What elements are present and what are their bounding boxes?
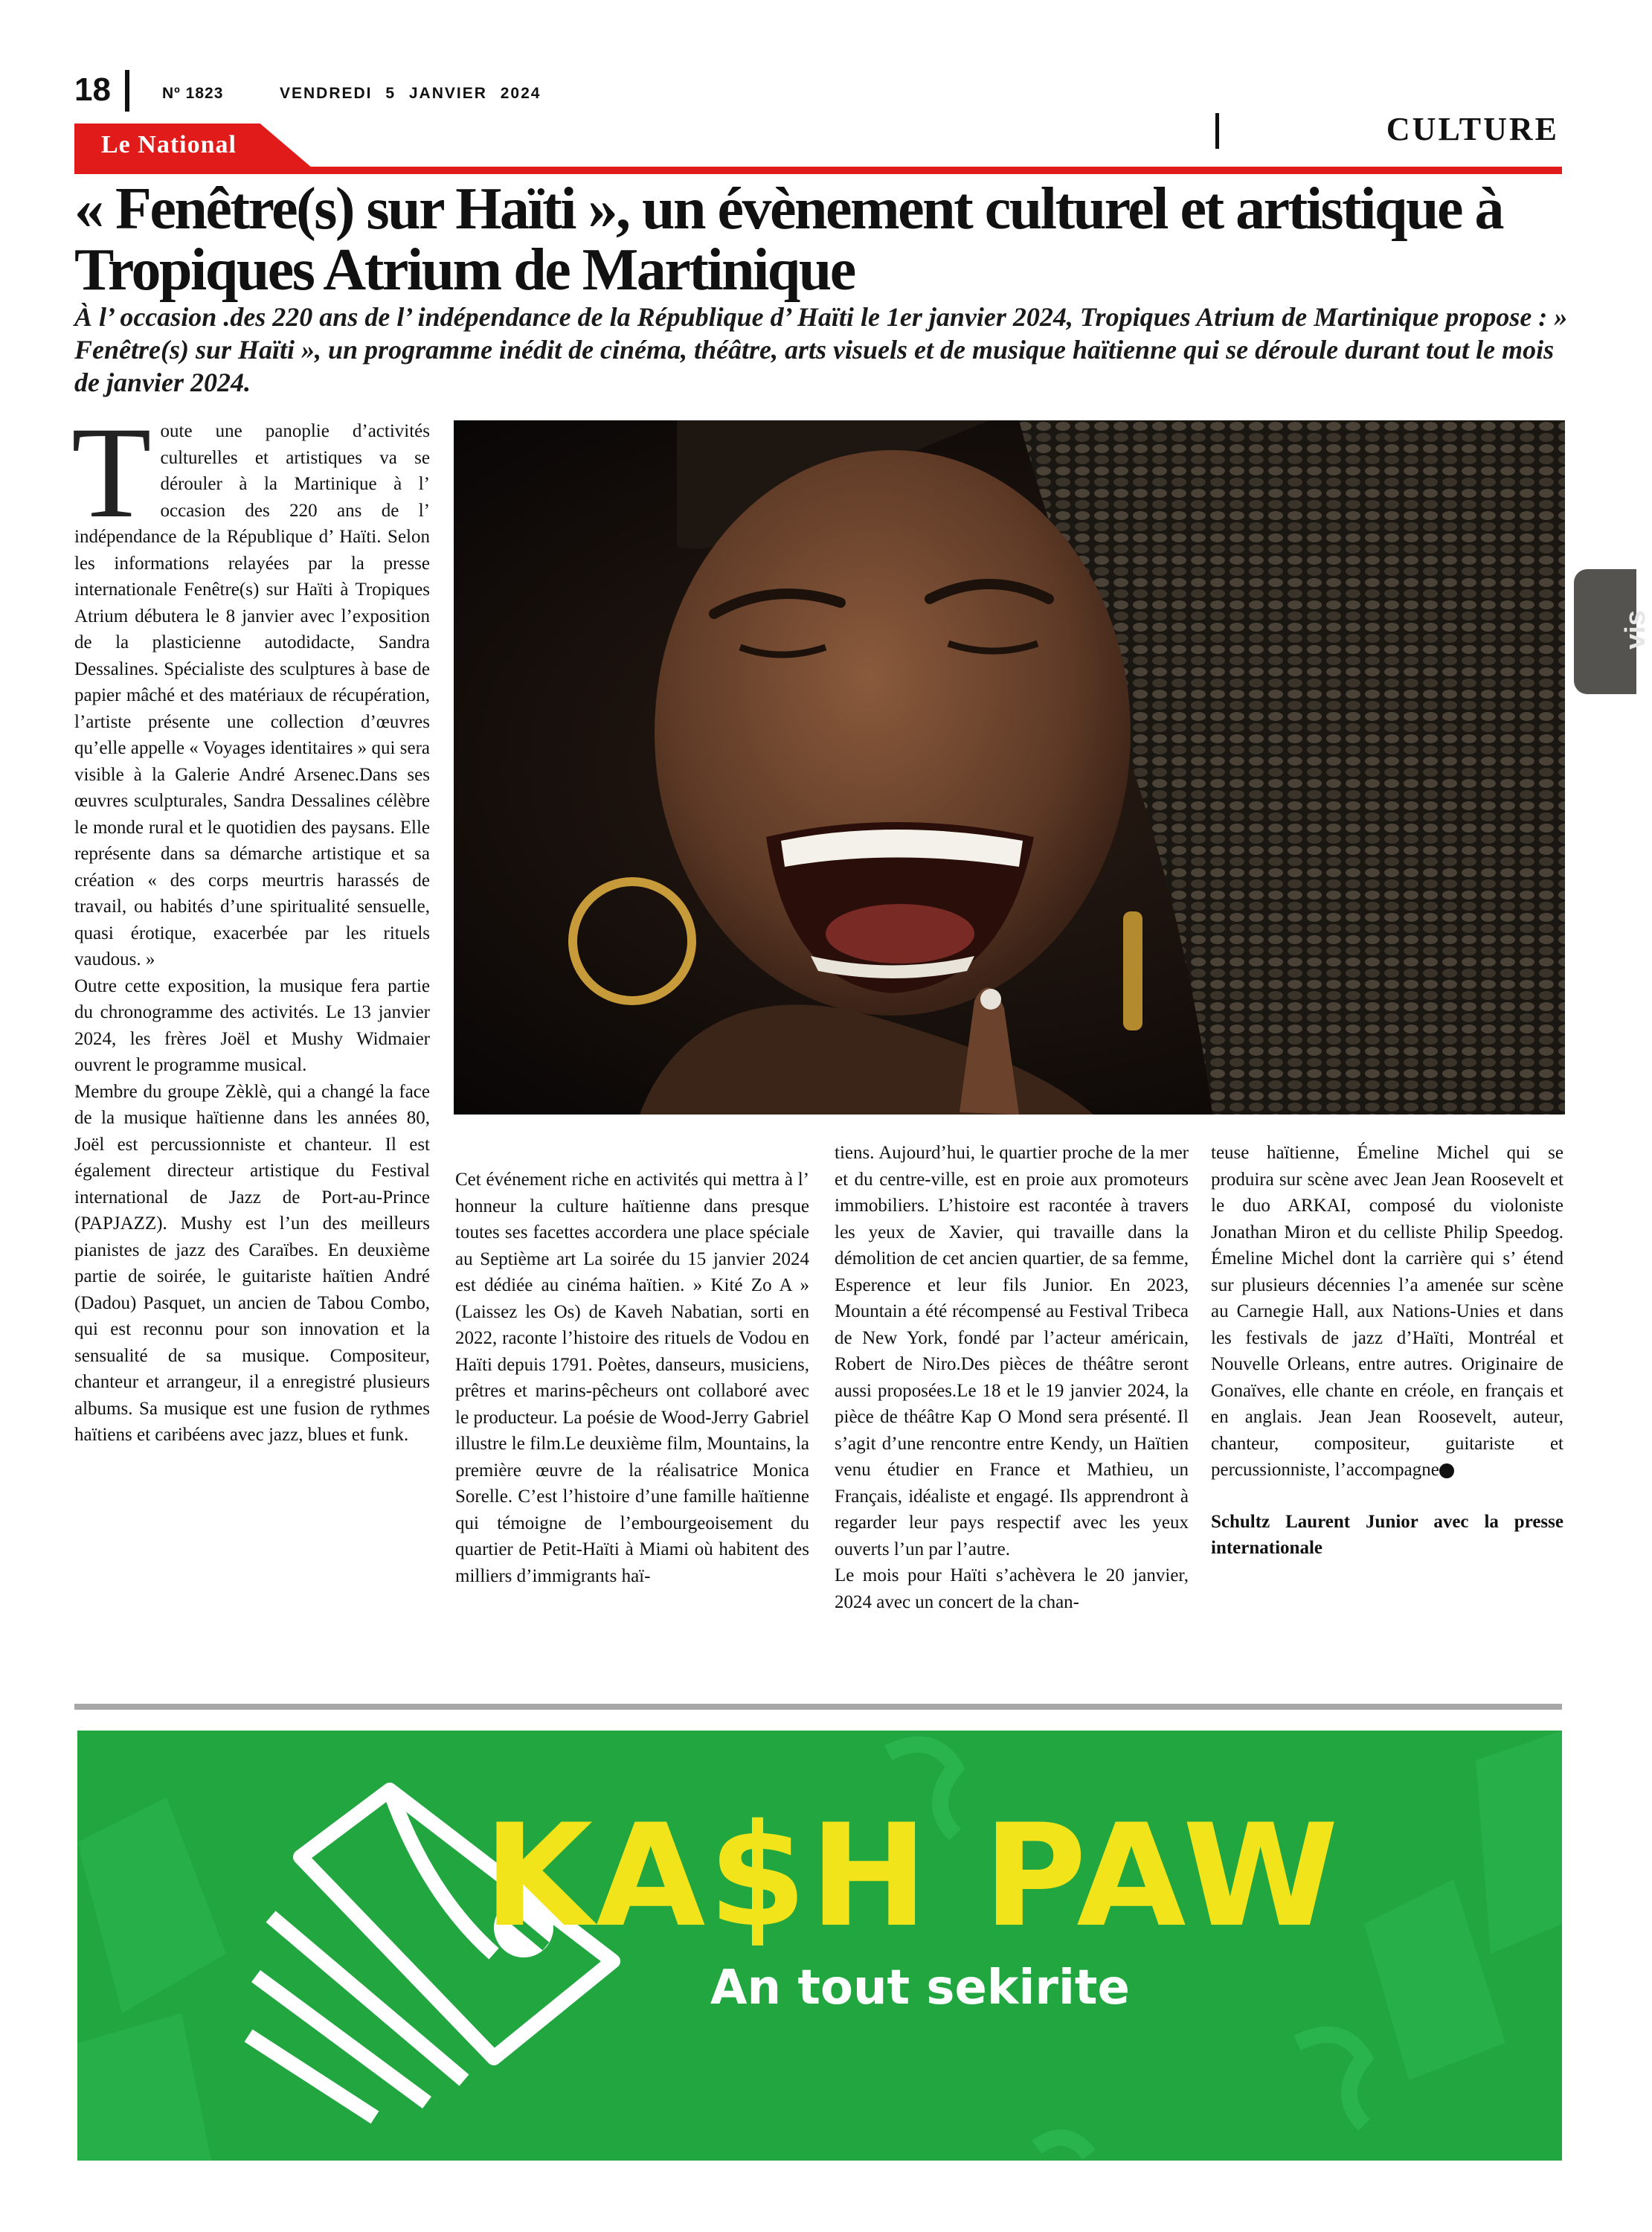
article-signature: Schultz Laurent Junior avec la presse internationale — [1211, 1511, 1563, 1558]
ad-divider — [74, 1704, 1562, 1710]
ad-tagline: An tout sekirite — [710, 1960, 1130, 2015]
issue-number: Nº 1823 — [162, 85, 224, 102]
publication-date: VENDREDI 5 JANVIER 2024 — [280, 85, 541, 102]
section-label: CULTURE — [1386, 111, 1559, 147]
article-column-4 — [1211, 1140, 1563, 1562]
article-column-1 — [71, 400, 430, 1449]
photo-singer-illustration — [454, 420, 1565, 1115]
col1-paragraph-1: oute une panoplie d’activités culturelles et artistiques va se dérouler à la Martinique à l’ occasion des 220 ans de l’ indépendance de la République d’ Haïti. Selon les informations relayées par la presse internationale Fenêtre(s) sur Haïti à Tropiques Atrium débutera le 8 janvier avec l’exposition de la plasticienne autodidacte, Sandra Dessalines. Spécialiste des sculptures à base de papier mâché et des matériaux de récupération, l’artiste présente une collection d’œuvres qu’elle appelle « Voyages identitaires » qui sera visible à la Galerie André Arsenec.Dans ses œuvres sculpturales, Sandra Dessalines célèbre le monde rural et le quotidien des paysans. Elle représente dans sa démarche artistique et sa création « des corps meurtris harassés de travail, ou habités d’une spiritualité sensuelle, quasi érotique, exacerbée par les rituels vaudous. » — [74, 421, 430, 969]
article-headline: « Fenêtre(s) sur Haïti », un évènement culturel et artistique à Tropiques Atrium de Martinique — [74, 176, 1502, 303]
photo-corner-tag-text: vis — [1620, 610, 1651, 650]
drop-cap: T — [71, 400, 152, 545]
page-number-divider — [125, 70, 129, 112]
col1-paragraph-3: Membre du groupe Zèklè, qui a changé la face de la musique haïtienne dans les années 80, Joël est percussionniste et chanteur. Il est également directeur artistique du Festival international de Jazz de Port-au-Prince (PAPJAZZ). Mushy est l’un des meilleurs pianistes de jazz des Caraïbes. En deuxième partie de soirée, le guitariste haïtien André (Dadou) Pasquet, un ancien de Tabou Combo, qui est reconnu pour son innovation et la sensualité de sa musique. Compositeur, chanteur et arrangeur, il a enregistré plusieurs albums. Sa musique est une fusion de rythmes haïtiens et caribéens avec jazz, blues et funk. — [74, 1081, 430, 1445]
end-mark-icon — [1439, 1463, 1454, 1478]
col3-paragraph-1: tiens. Aujourd’hui, le quartier proche de la mer et du centre-ville, est en proie aux promoteurs immobiliers. L’histoire est racontée à travers les yeux de Xavier, qui travaille dans la démolition de cet ancien quartier, de sa femme, Esperence et leur fils Junior. En 2023, Mountain a été récompensé au Festival Tribeca de New York, fondé par l’acteur américain, Robert de Niro.Des pièces de théâtre seront aussi proposées.Le 18 et le 19 janvier 2024, la pièce de théâtre Kap O Mond sera présenté. Il s’agit d’une rencontre entre Kendy, un Haïtien venu étudier en France et Mathieu, un Français, idéaliste et engagé. Ils apprendront à regarder leur pays respectif avec les yeux ouverts l’un par l’autre. — [835, 1143, 1189, 1559]
article-column-3 — [835, 1140, 1189, 1615]
col1-paragraph-2: Outre cette exposition, la musique fera partie du chronogramme des activités. Le 13 janvier 2024, les frères Joël et Mushy Widmaier ouvrent le programme musical. — [74, 975, 430, 1075]
col3-paragraph-2: Le mois pour Haïti s’achèvera le 20 janvier, 2024 avec un concert de la chan- — [835, 1565, 1189, 1612]
article-photo — [454, 420, 1565, 1115]
col2-paragraph-1: Cet événement riche en activités qui mettra à l’ honneur la culture haïtienne dans presque toutes ses facettes accordera une place spéciale au Septième art La soirée du 15 janvier 2024 est dédiée au cinéma haïtien. » Kité Zo A » (Laissez les Os) de Kaveh Nabatian, sorti en 2022, raconte l’histoire des rituels de Vodou en Haïti depuis 1791. Poètes, danseurs, musiciens, prêtres et marins-pêcheurs ont collaboré avec le producteur. La poésie de Wood-Jerry Gabriel illustre le film.Le deuxième film, Mountains, la première œuvre de la réalisatrice Monica Sorelle. C’est l’histoire d’une famille haïtienne qui témoigne de l’embourgeoisement du quartier de Petit-Haïti à Miami où habitent des milliers d’immigrants haï- — [455, 1170, 809, 1586]
page-number: 18 — [74, 71, 111, 108]
article-column-2 — [455, 1167, 809, 1589]
brand-label: Le National — [101, 131, 237, 158]
header-rule — [74, 167, 1562, 174]
col4-paragraph-1: teuse haïtienne, Émeline Michel qui se produira sur scène avec Jean Jean Roosevelt et le duo ARKAI, composé du violoniste Jonathan Miron et du celliste Philip Speedog. Émeline Michel dont la carrière qui s’ étend sur plusieurs décennies l’a amenée sur scène au Carnegie Hall, aux Nations-Unies et dans les festivals de jazz d’Haïti, Montréal et Nouvelle Orleans, entre autres. Originaire de Gonaïves, elle chante en créole, en français et en anglais. Jean Jean Roosevelt, auteur, chanteur, compositeur, guitariste et percussionniste, l’accompagne — [1211, 1143, 1563, 1480]
section-divider — [1215, 113, 1219, 149]
ad-title: KA$H PAW — [483, 1794, 1342, 1958]
article-deck: À l’ occasion .des 220 ans de l’ indépendance de la République d’ Haïti le 1er janvier 2024, Tropiques Atrium de Martinique propose : » Fenêtre(s) sur Haïti », un programme inédit de cinéma, théâtre, arts visuels et de musique haïtienne qui se déroule durant tout le mois de janvier 2024. — [74, 302, 1568, 397]
